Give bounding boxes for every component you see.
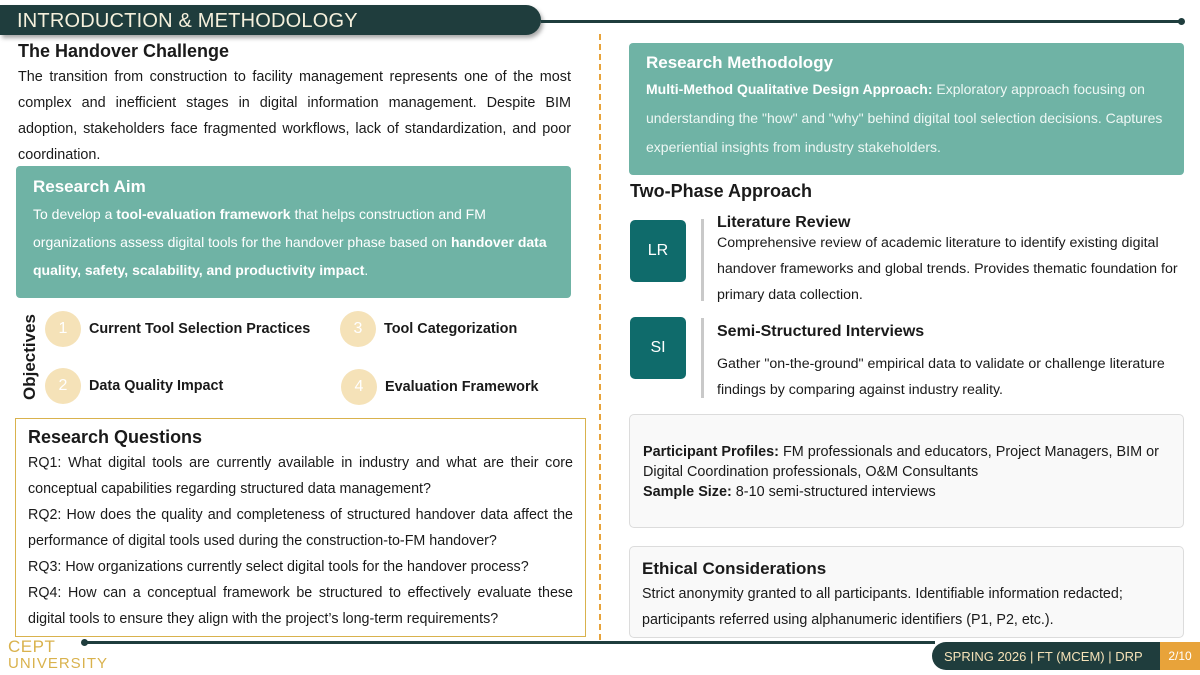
objective-item: [45, 368, 223, 404]
research-methodology-box: [629, 43, 1184, 175]
research-aim-box: [16, 166, 571, 298]
section-title: INTRODUCTION & METHODOLOGY: [17, 10, 358, 32]
page-number: 2/10: [1160, 642, 1200, 670]
footer-rule: [85, 641, 935, 644]
objective-number-badge: 4: [341, 369, 377, 405]
literature-review-badge: LR: [630, 220, 686, 282]
challenge-heading: The Handover Challenge: [18, 41, 230, 61]
objective-item: [45, 311, 310, 347]
participants-box: [629, 414, 1184, 528]
research-aim-text: To develop a tool-evaluation framework that helps construction and FM organizations assess digital tools for the handover phase based on handover data quality, safety, scalability, and productivity impact.: [33, 206, 547, 278]
objective-text: Current Tool Selection Practices: [89, 321, 311, 337]
objective-number-badge: 1: [45, 311, 81, 347]
interviews-text: Gather "on-the-ground" empirical data to validate or challenge literature findings by comparing against industry reality.: [717, 356, 1165, 398]
research-question: RQ4: How can a conceptual framework be structured to effectively evaluate these digital tools to ensure they align with the project’s long-term requirements?: [28, 585, 573, 627]
research-question: RQ3: How organizations currently select digital tools for the handover process?: [28, 559, 529, 575]
cept-logo-line2: UNIVERSITY: [8, 655, 109, 672]
column-divider: [599, 34, 601, 640]
literature-review-text: Comprehensive review of academic literature to identify existing digital handover frameworks and global trends. Provides thematic foundation for primary data collection.: [717, 235, 1178, 303]
literature-review-heading: Literature Review: [717, 214, 851, 231]
header-rule: [541, 20, 1181, 23]
methodology-text: Multi-Method Qualitative Design Approach: Exploratory approach focusing on understanding the "how" and "why" behind digital tool selection decisions. Captures experiential insights from industry stakeholders.: [646, 81, 1163, 155]
challenge-text: The transition from construction to facility management represents one of the most complex and inefficient stages in digital information management. Despite BIM adoption, stakeholders face fragmented workflows, lack of standardization, and poor coordination.: [18, 69, 571, 163]
phase-accent-bar: [701, 318, 704, 398]
sample-size: Sample Size: 8-10 semi-structured interviews: [643, 484, 936, 500]
footer-rule-dot: [81, 639, 88, 646]
research-question: RQ2: How does the quality and completeness of structured handover data affect the performance of digital tools used during the construction-to-FM handover?: [28, 507, 573, 549]
objective-item: [340, 311, 517, 347]
research-questions-heading: Research Questions: [28, 427, 203, 447]
ethics-text: Strict anonymity granted to all participants. Identifiable information redacted; participants referred using alphanumeric identifiers (P1, P2, etc.).: [642, 586, 1123, 628]
ethics-heading: Ethical Considerations: [642, 559, 827, 578]
phase-accent-bar: [701, 219, 704, 301]
objective-text: Data Quality Impact: [89, 378, 224, 394]
interviews-heading: Semi-Structured Interviews: [717, 323, 925, 340]
ethics-box: [629, 546, 1184, 638]
research-question: RQ1: What digital tools are currently available in industry and what are their core conceptual capabilities regarding structured data management?: [28, 455, 573, 497]
methodology-heading: Research Methodology: [646, 53, 834, 72]
interviews-badge: SI: [630, 317, 686, 379]
objective-number-badge: 2: [45, 368, 81, 404]
course-label: SPRING 2026 | FT (MCEM) | DRP: [932, 642, 1160, 670]
objectives-label: Objectives: [20, 314, 39, 400]
objective-number-badge: 3: [340, 311, 376, 347]
research-aim-heading: Research Aim: [33, 177, 146, 196]
objective-text: Tool Categorization: [384, 321, 518, 337]
research-questions-box: [15, 418, 586, 637]
two-phase-heading: Two-Phase Approach: [630, 181, 813, 201]
participant-profiles: Participant Profiles: FM professionals and educators, Project Managers, BIM or Digital Coordination professionals, O&M Consultants: [643, 444, 1159, 480]
objective-text: Evaluation Framework: [385, 379, 539, 395]
cept-logo-line1: CEPT: [8, 637, 56, 656]
section-title-bar: [0, 5, 541, 35]
objective-item: [341, 369, 539, 405]
header-rule-dot: [1178, 18, 1185, 25]
